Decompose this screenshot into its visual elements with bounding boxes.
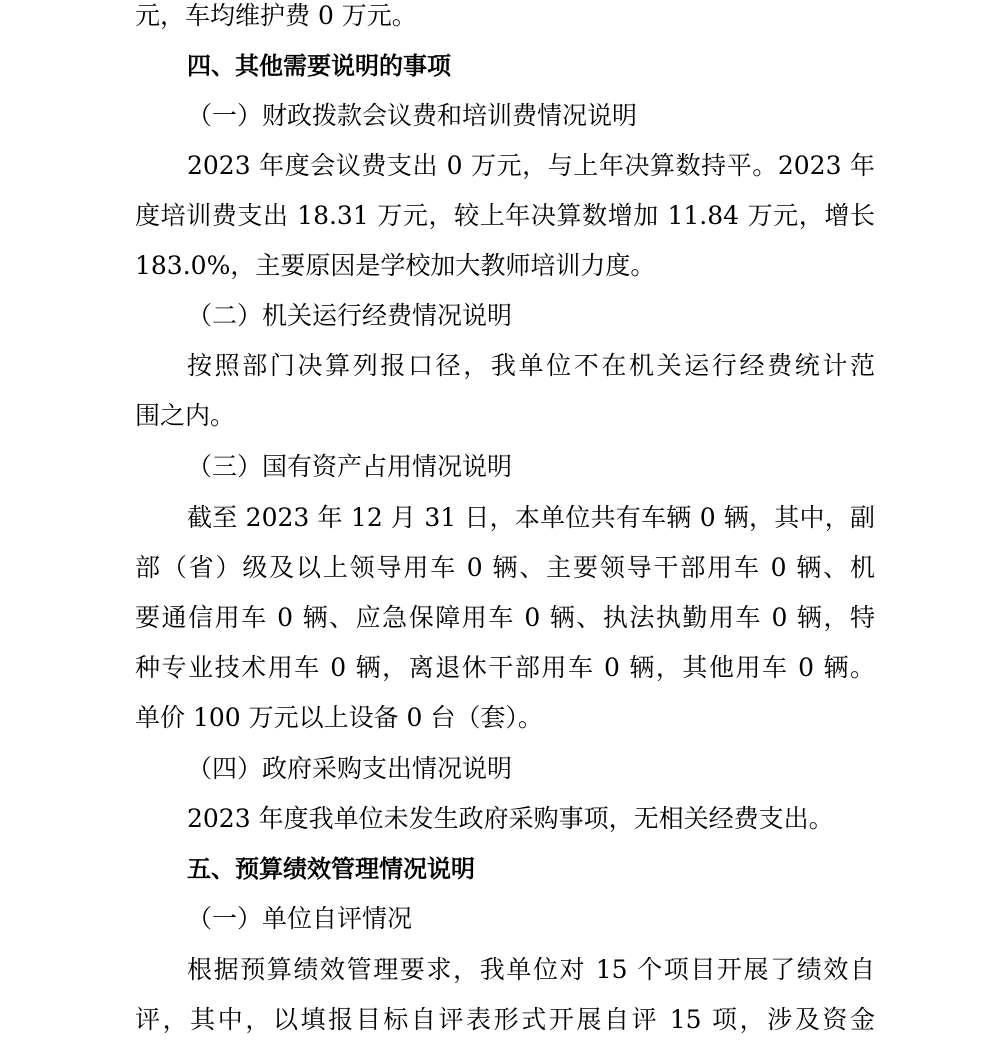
paragraph-line: 围之内。 — [135, 401, 236, 430]
paragraph-line: 评，其中，以填报目标自评表形式开展自评 15 项，涉及资金 — [135, 1005, 875, 1034]
paragraph-line: 部（省）级及以上领导用车 0 辆、主要领导干部用车 0 辆、机 — [135, 553, 875, 582]
paragraph-line: 2023 年度会议费支出 0 万元，与上年决算数持平。2023 年 — [187, 151, 875, 180]
subsection-heading: （四）政府采购支出情况说明 — [187, 754, 513, 783]
paragraph-line: 度培训费支出 18.31 万元，较上年决算数增加 11.84 万元，增长 — [135, 201, 875, 230]
subsection-heading: （一）财政拨款会议费和培训费情况说明 — [187, 101, 638, 130]
paragraph-line: 元，车均维护费 0 万元。 — [135, 1, 417, 30]
paragraph-line: 单价 100 万元以上设备 0 台（套）。 — [135, 703, 543, 732]
paragraph-line: 要通信用车 0 辆、应急保障用车 0 辆、执法执勤用车 0 辆，特 — [135, 603, 875, 632]
paragraph-line: 183.0%，主要原因是学校加大教师培训力度。 — [135, 251, 656, 280]
paragraph-line: 根据预算绩效管理要求，我单位对 15 个项目开展了绩效自 — [187, 955, 875, 984]
subsection-heading: （三）国有资产占用情况说明 — [187, 452, 513, 481]
paragraph-line: 截至 2023 年 12 月 31 日，本单位共有车辆 0 辆，其中，副 — [187, 503, 875, 532]
section-heading: 四、其他需要说明的事项 — [187, 52, 451, 80]
section-heading: 五、预算绩效管理情况说明 — [187, 855, 475, 883]
subsection-heading: （一）单位自评情况 — [187, 904, 413, 933]
paragraph-line: 2023 年度我单位未发生政府采购事项，无相关经费支出。 — [187, 804, 834, 833]
paragraph-line: 按照部门决算列报口径，我单位不在机关运行经费统计范 — [187, 351, 875, 380]
subsection-heading: （二）机关运行经费情况说明 — [187, 301, 513, 330]
paragraph-line: 种专业技术用车 0 辆，离退休干部用车 0 辆，其他用车 0 辆。 — [135, 653, 875, 682]
